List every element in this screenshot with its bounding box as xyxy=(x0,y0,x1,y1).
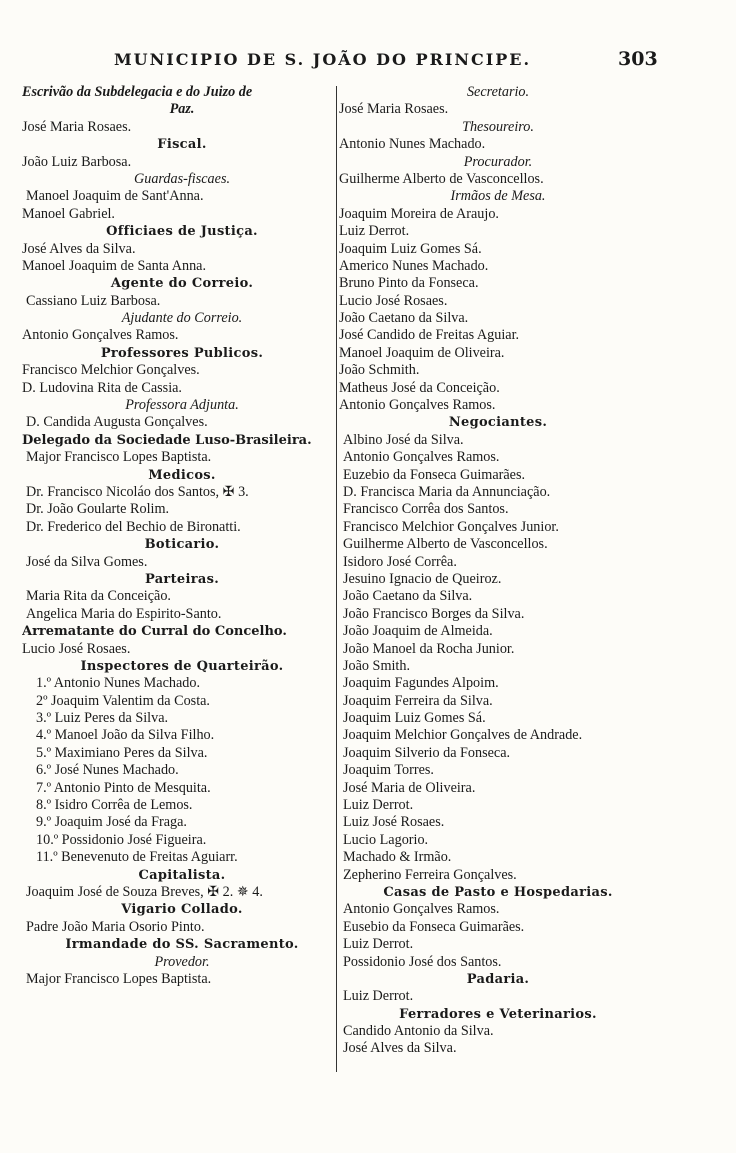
entry-line: Zepherino Ferreira Gonçalves. xyxy=(343,866,517,883)
entry-line: 10.º Possidonio José Figueira. xyxy=(36,831,207,848)
entry-line: Joaquim Silverio da Fonseca. xyxy=(343,744,511,761)
entry-line: Francisco Melchior Gonçalves. xyxy=(22,362,200,379)
entry-line: Francisco Melchior Gonçalves Junior. xyxy=(343,518,559,535)
entry-line: Major Francisco Lopes Baptista. xyxy=(26,970,212,987)
entry-line: Luiz Derrot. xyxy=(343,988,414,1005)
entry-line: Antonio Gonçalves Ramos. xyxy=(343,449,500,466)
section-heading: Boticario. xyxy=(144,537,220,553)
entry-line: João Schmith. xyxy=(339,362,420,379)
entry-line: D. Candida Augusta Gonçalves. xyxy=(26,414,208,431)
entry-line: José Alves da Silva. xyxy=(343,1040,457,1057)
entry-line: Dr. João Goularte Rolim. xyxy=(26,501,170,518)
entry-line: Joaquim Ferreira da Silva. xyxy=(343,692,493,709)
entry-line: Americo Nunes Machado. xyxy=(339,257,489,274)
entry-line: Manoel Joaquim de Sant'Anna. xyxy=(26,188,204,205)
entry-line: 4.º Manoel João da Silva Filho. xyxy=(36,727,215,744)
entry-line: Lucio Lagorio. xyxy=(343,831,429,848)
section-heading: Delegado da Sociedade Luso-Brasileira. xyxy=(22,432,312,448)
section-heading: Agente do Correio. xyxy=(110,276,254,292)
section-heading: Capitalista. xyxy=(138,867,226,883)
section-heading: Fiscal. xyxy=(157,137,207,153)
entry-line: Bruno Pinto da Fonseca. xyxy=(339,275,479,292)
entry-line: Francisco Corrêa dos Santos. xyxy=(343,501,509,518)
section-heading: Irmandade do SS. Sacramento. xyxy=(65,937,299,953)
section-heading: Secretario. xyxy=(466,84,530,100)
entry-line: José Candido de Freitas Aguiar. xyxy=(339,327,520,344)
entry-line: Candido Antonio da Silva. xyxy=(343,1023,494,1040)
entry-line: Guilherme Alberto de Vasconcellos. xyxy=(343,536,548,553)
entry-line: Isidoro José Corrêa. xyxy=(343,553,457,570)
entry-line: Luiz Derrot. xyxy=(339,223,410,240)
entry-line: Major Francisco Lopes Baptista. xyxy=(26,449,212,466)
entry-line: João Manoel da Rocha Junior. xyxy=(343,640,515,657)
entry-line: 2º Joaquim Valentim da Costa. xyxy=(36,692,210,709)
entry-line: José da Silva Gomes. xyxy=(26,553,148,570)
entry-line: Possidonio José dos Santos. xyxy=(343,953,502,970)
entry-line: Euzebio da Fonseca Guimarães. xyxy=(343,466,526,483)
entry-line: Luiz Derrot. xyxy=(343,936,414,953)
section-heading: Casas de Pasto e Hospedarias. xyxy=(383,884,613,900)
entry-line: 8.º Isidro Corrêa de Lemos. xyxy=(36,797,193,814)
entry-line: 1.º Antonio Nunes Machado. xyxy=(36,675,200,692)
entry-line: João Luiz Barbosa. xyxy=(22,153,132,170)
entry-line: 11.º Benevenuto de Freitas Aguiarr. xyxy=(36,849,238,866)
section-heading: Ferradores e Veterinarios. xyxy=(399,1006,597,1022)
entry-line: Angelica Maria do Espirito-Santo. xyxy=(26,605,222,622)
entry-line: Albino José da Silva. xyxy=(343,431,464,448)
entry-line: José Maria de Oliveira. xyxy=(343,779,476,796)
entry-line: 7.º Antonio Pinto de Mesquita. xyxy=(36,779,211,796)
section-heading: Paz. xyxy=(169,101,195,118)
entry-line: 5.º Maximiano Peres da Silva. xyxy=(36,744,208,761)
entry-line: João Joaquim de Almeida. xyxy=(343,623,493,640)
entry-line: Guilherme Alberto de Vasconcellos. xyxy=(339,170,544,187)
entry-line: Padre João Maria Osorio Pinto. xyxy=(26,918,205,935)
entry-line: João Smith. xyxy=(343,657,411,674)
entry-line: Antonio Gonçalves Ramos. xyxy=(343,901,500,918)
page-header xyxy=(0,48,736,78)
entry-line: Joaquim José de Souza Breves, ✠ 2. ✵ 4. xyxy=(26,883,263,900)
entry-line: 6.º José Nunes Machado. xyxy=(36,762,179,779)
section-heading: Inspectores de Quarteirão. xyxy=(80,658,284,674)
page-number: 303 xyxy=(618,48,658,70)
entry-line: 9.º Joaquim José da Fraga. xyxy=(36,814,187,831)
section-heading: Irmãos de Mesa. xyxy=(450,188,546,205)
entry-line: Joaquim Moreira de Araujo. xyxy=(339,205,499,222)
section-heading: Negociantes. xyxy=(448,415,548,431)
section-heading: Provedor. xyxy=(154,953,210,970)
entry-line: D. Ludovina Rita de Cassia. xyxy=(22,379,182,396)
entry-line: Joaquim Fagundes Alpoim. xyxy=(343,675,499,692)
section-heading: Officiaes de Justiça. xyxy=(106,224,258,240)
section-heading: Professores Publicos. xyxy=(100,345,264,361)
entry-line: Maria Rita da Conceição. xyxy=(26,588,171,605)
entry-line: João Caetano da Silva. xyxy=(343,588,473,605)
entry-line: José Maria Rosaes. xyxy=(339,101,449,118)
column-divider xyxy=(336,86,337,1072)
section-heading: Vigario Collado. xyxy=(121,902,243,918)
entry-line: 3.º Luiz Peres da Silva. xyxy=(36,710,169,727)
left-column xyxy=(22,84,342,988)
entry-line: Lucio José Rosaes. xyxy=(339,292,448,309)
section-heading: Parteiras. xyxy=(144,571,220,587)
entry-line: Jesuino Ignacio de Queiroz. xyxy=(343,570,502,587)
entry-line: Joaquim Torres. xyxy=(343,762,434,779)
entry-line: João Caetano da Silva. xyxy=(339,310,469,327)
entry-line: D. Francisca Maria da Annunciação. xyxy=(343,483,551,500)
entry-line: Machado & Irmão. xyxy=(343,849,452,866)
entry-line: Eusebio da Fonseca Guimarães. xyxy=(343,918,525,935)
right-column xyxy=(339,84,657,1058)
section-heading: Arrematante do Curral do Concelho. xyxy=(22,624,287,640)
entry-line: Antonio Gonçalves Ramos. xyxy=(22,327,179,344)
section-heading: Escrivão da Subdelegacia e do Juizo de xyxy=(22,84,253,100)
section-heading: Padaria. xyxy=(466,971,530,987)
entry-line: Luiz Derrot. xyxy=(343,797,414,814)
section-heading: Ajudante do Correio. xyxy=(121,310,243,327)
entry-line: Manoel Joaquim de Oliveira. xyxy=(339,344,505,361)
entry-line: Lucio José Rosaes. xyxy=(22,640,131,657)
entry-line: Antonio Nunes Machado. xyxy=(339,136,486,153)
entry-line: José Alves da Silva. xyxy=(22,240,136,257)
entry-line: Dr. Frederico del Bechio de Bironatti. xyxy=(26,518,241,535)
entry-line: João Francisco Borges da Silva. xyxy=(343,605,525,622)
entry-line: Manoel Gabriel. xyxy=(22,205,115,222)
section-heading: Professora Adjunta. xyxy=(125,397,239,414)
entry-line: Matheus José da Conceição. xyxy=(339,379,500,396)
section-heading: Procurador. xyxy=(463,153,533,170)
entry-line: Luiz José Rosaes. xyxy=(343,814,445,831)
entry-line: Manoel Joaquim de Santa Anna. xyxy=(22,257,207,274)
entry-line: José Maria Rosaes. xyxy=(22,118,132,135)
entry-line: Joaquim Luiz Gomes Sá. xyxy=(339,240,482,257)
entry-line: Dr. Francisco Nicoláo dos Santos, ✠ 3. xyxy=(26,483,249,500)
entry-line: Joaquim Luiz Gomes Sá. xyxy=(343,710,486,727)
running-title: MUNICIPIO DE S. JOÃO DO PRINCIPE. xyxy=(113,50,532,69)
entry-line: Cassiano Luiz Barbosa. xyxy=(26,292,161,309)
section-heading: Medicos. xyxy=(148,467,216,483)
section-heading: Guardas-fiscaes. xyxy=(133,170,231,187)
section-heading: Thesoureiro. xyxy=(462,118,534,135)
entry-line: Joaquim Melchior Gonçalves de Andrade. xyxy=(343,727,583,744)
entry-line: Antonio Gonçalves Ramos. xyxy=(339,397,496,414)
